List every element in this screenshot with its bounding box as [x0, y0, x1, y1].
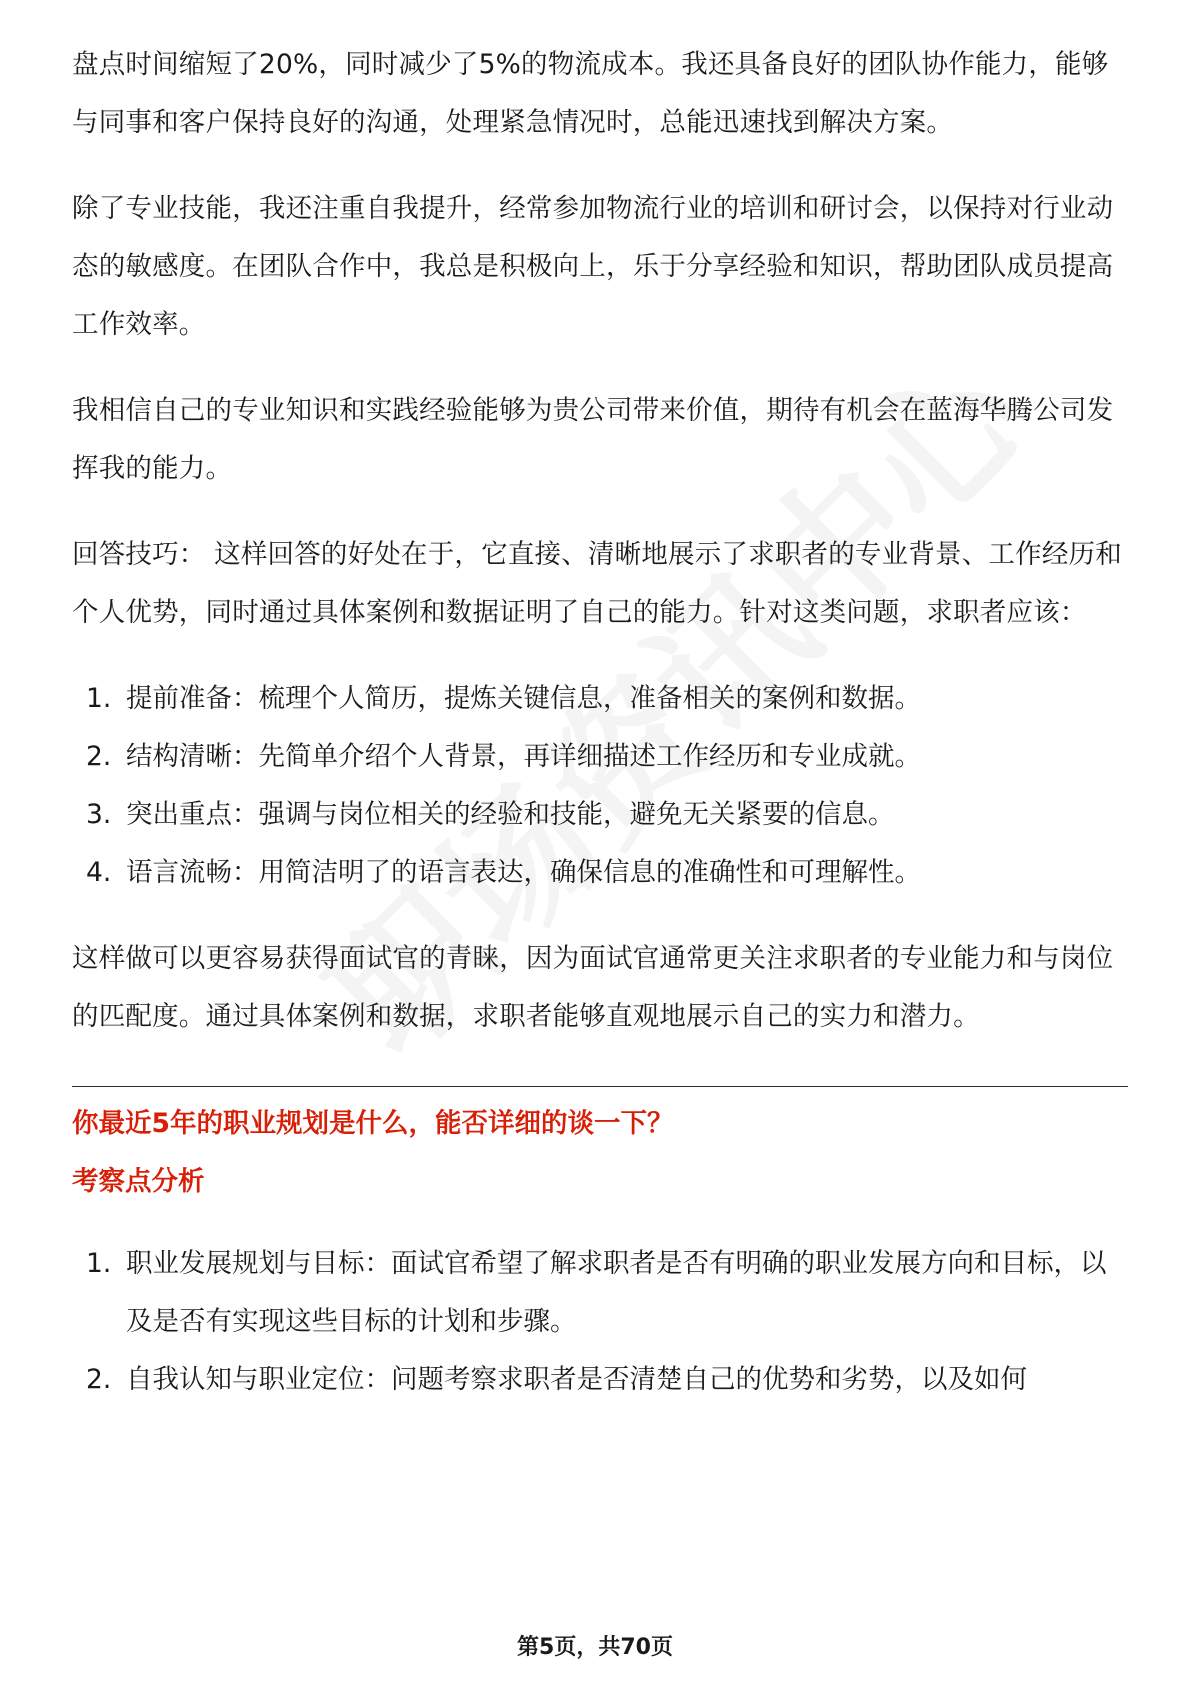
list-text: 职业发展规划与目标：面试官希望了解求职者是否有明确的职业发展方向和目标，以及是否有实现这些目标的计划和步骤。: [126, 1248, 1107, 1337]
list-item: [72, 786, 1128, 844]
tips-list: [72, 670, 1128, 902]
list-number: 1.: [86, 683, 112, 714]
list-text: 自我认知与职业定位：问题考察求职者是否清楚自己的优势和劣势，以及如何: [126, 1364, 1027, 1395]
paragraph-answer-tips: 回答技巧： 这样回答的好处在于，它直接、清晰地展示了求职者的专业背景、工作经历和个人优势，同时通过具体案例和数据证明了自己的能力。针对这类问题，求职者应该：: [72, 539, 1122, 628]
paragraph-expectation: 我相信自己的专业知识和实践经验能够为贵公司带来价值，期待有机会在蓝海华腾公司发挥我的能力。: [72, 395, 1114, 484]
list-item: [72, 1351, 1128, 1409]
list-text: 提前准备：梳理个人简历，提炼关键信息，准备相关的案例和数据。: [126, 683, 921, 714]
list-text: 突出重点：强调与岗位相关的经验和技能，避免无关紧要的信息。: [126, 799, 895, 830]
list-item: [72, 728, 1128, 786]
analysis-heading: 考察点分析: [72, 1166, 205, 1197]
list-number: 3.: [86, 799, 112, 830]
list-number: 4.: [86, 857, 112, 888]
list-number: 2.: [86, 741, 112, 772]
analysis-list: [72, 1235, 1128, 1409]
list-number: 1.: [86, 1248, 112, 1279]
paragraph-achievements: 盘点时间缩短了20%，同时减少了5%的物流成本。我还具备良好的团队协作能力，能够与同事和客户保持良好的沟通，处理紧急情况时，总能迅速找到解决方案。: [72, 49, 1109, 138]
list-text: 语言流畅：用简洁明了的语言表达，确保信息的准确性和可理解性。: [126, 857, 921, 888]
list-number: 2.: [86, 1364, 112, 1395]
list-text: 结构清晰：先简单介绍个人背景，再详细描述工作经历和专业成就。: [126, 741, 921, 772]
list-item: [72, 844, 1128, 902]
document-page: [72, 36, 1128, 1409]
list-item: [72, 1235, 1128, 1351]
paragraph-self-improvement: 除了专业技能，我还注重自我提升，经常参加物流行业的培训和研讨会，以保持对行业动态的敏感度。在团队合作中，我总是积极向上，乐于分享经验和知识，帮助团队成员提高工作效率。: [72, 193, 1114, 340]
paragraph-closing: 这样做可以更容易获得面试官的青睐，因为面试官通常更关注求职者的专业能力和与岗位的匹配度。通过具体案例和数据，求职者能够直观地展示自己的实力和潜力。: [72, 943, 1114, 1032]
page-footer: 第5页，共70页: [517, 1635, 673, 1660]
list-item: [72, 670, 1128, 728]
question-heading: 你最近5年的职业规划是什么，能否详细的谈一下？: [72, 1108, 674, 1139]
